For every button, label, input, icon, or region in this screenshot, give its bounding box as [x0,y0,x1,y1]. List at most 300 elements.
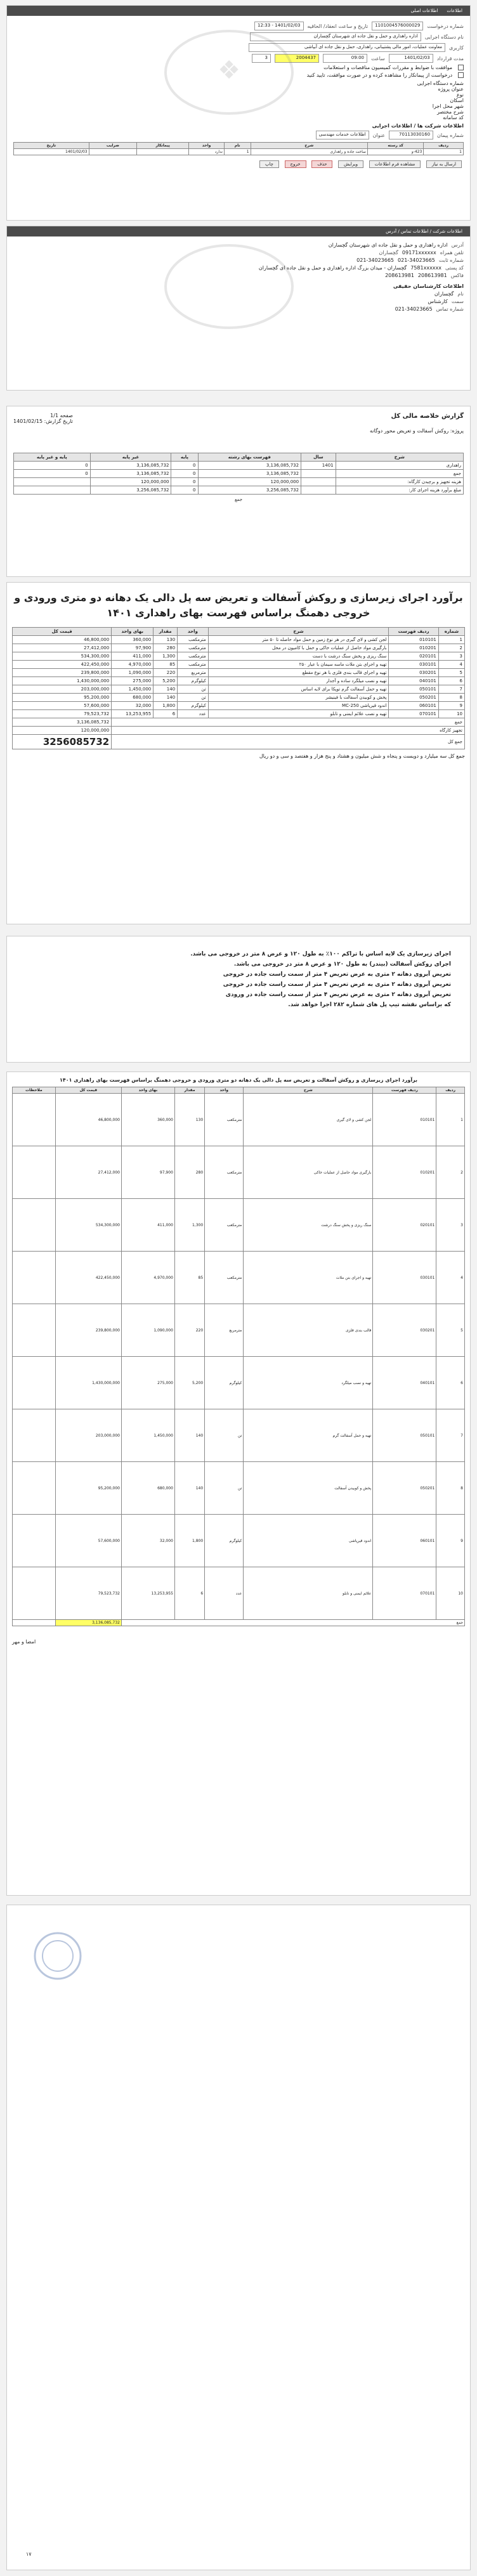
contract-date-label: تاریخ و ساعت انعقاد/ الحاقیه [307,23,369,29]
cell: 1401 [301,462,336,470]
amount-field[interactable]: 2004437 [275,54,319,63]
cell: 060101 [373,1515,436,1567]
cell: 1 [436,1094,465,1146]
cell: 1,090,000 [121,1304,174,1357]
page-label: صفحه [60,413,73,418]
exit-button[interactable]: خروج [285,160,306,168]
col-header: نام [224,143,251,149]
col-header: واحد [189,143,225,149]
spec-line: اجرای روکش آسفالت (بیندر) به طول ۱۲۰ و عرض ۸ متر در خروجی می باشد. [233,961,451,968]
mgr-label: سمت [451,299,464,304]
table-row [13,1252,465,1304]
table-row [13,694,465,702]
user-label: کاربری [448,44,464,51]
cell: ندارد [189,149,225,155]
cell: کیلوگرم [205,1515,244,1567]
cell: 2 [436,1146,465,1199]
cell: مترمکعب [178,644,209,652]
cell: بارگیری مواد حاصل از عملیات خاکی و حمل با کامیون در محل [208,644,389,652]
cell: 5,200 [174,1357,204,1409]
col-header: غیر پایه [90,453,171,462]
watermark-logo [159,239,299,334]
cell [137,149,189,155]
cell: 1 [438,636,464,644]
confirm-checkbox[interactable] [458,72,464,78]
cell: 95,200,000 [13,694,112,702]
cell [14,478,91,486]
form-tabs [7,6,470,16]
spec-line: اجرای زیرسازی یک لایه اساس با تراکم ۱۰۰٪ به طول ۱۲۰ و عرض ۸ متر در خروجی می باشد. [190,951,451,957]
cell: 010201 [373,1146,436,1199]
cell [13,1620,56,1626]
mgr-label: نام [457,291,464,297]
cell: مترمربع [178,669,209,677]
col-header: ردیف فهرست [373,1087,436,1094]
cell: پخش و کوبیدن آسفالت با فینیشر [208,694,389,702]
col-header: شماره [438,628,464,636]
table-row [13,1146,465,1199]
cell: 203,000,000 [13,685,112,694]
cell: 4,970,000 [121,1252,174,1304]
cell: 9 [438,702,464,710]
table-row [13,1462,465,1515]
cell: 360,000 [112,636,154,644]
page-value: 1/1 [50,413,59,418]
cell: 360,000 [121,1094,174,1146]
cell: 130 [174,1094,204,1146]
request-number-field[interactable]: 1101004576000029 [372,22,423,30]
cell: 070101 [373,1567,436,1620]
cell: 1,090,000 [112,669,154,677]
cell: 280 [154,644,178,652]
cell [301,470,336,478]
cell: 239,800,000 [55,1304,121,1357]
cell: قالب بندی فلزی [244,1304,373,1357]
cell [13,1515,56,1567]
edit-button[interactable]: ویرایش [338,160,363,168]
svg-text:❖: ❖ [218,56,240,85]
cell: 3,136,085,732 [90,470,171,478]
cell: کیلوگرم [205,1357,244,1409]
cell [13,1567,56,1620]
city-value: گچساران [379,250,398,256]
cell [13,1146,56,1199]
postal-value: 7581xxxxxx [410,265,441,271]
count-field[interactable]: 3 [252,54,271,63]
sum-row [13,718,465,727]
duration-field[interactable]: 1401/02/03 [389,54,433,63]
cell [13,1252,56,1304]
cell: 10 [436,1567,465,1620]
contract-code-field[interactable]: 70113030160 [389,131,433,139]
cell: مترمکعب [205,1094,244,1146]
cell [13,1409,56,1462]
table-row [13,644,465,652]
cell: 030201 [389,669,438,677]
col-header: شرح [251,143,367,149]
cell: 534,300,000 [13,652,112,661]
signature: امضا و مهر [12,1639,36,1645]
sum-value: 3,136,085,732 [13,718,112,727]
cell: تهیه و حمل آسفالت گرم توپکا برای لایه اساس [208,685,389,694]
duration-label: مدت قرارداد [436,55,464,61]
equip-label: تجهیز کارگاه [112,727,465,735]
cell: 97,900 [112,644,154,652]
cell: 1,430,000,000 [13,677,112,685]
cell: 8 [438,694,464,702]
col-header: ردیف [436,1087,465,1094]
address-label: آدرس [451,242,464,248]
spec-line: که براساس نقشه تیپ پل های شماره ۲۸۲ اجرا خواهد شد. [288,1002,451,1008]
equip-row [13,727,465,735]
cell: مبلغ برآورد هزینه اجرای کار: [336,486,463,495]
scanned-last-page [6,1905,471,2570]
col-header: بهای واحد [112,628,154,636]
request-number-label: شماره درخواست [427,23,464,29]
cell: 7 [436,1409,465,1462]
cell: 97,900 [121,1146,174,1199]
estimate-note: جمع کل سه میلیارد و دویست و پنجاه و شش میلیون و هشتاد و پنج هزار و هفتصد و سی و دو ریال [259,753,465,759]
mgr-label: شماره تماس [436,306,464,312]
cell: تهیه و اجرای بتن ملات ماسه سیمان با عیار ۲۵۰ [208,661,389,669]
cell: 3,256,085,732 [198,486,301,495]
cell: بارگیری مواد حاصل از عملیات خاکی [244,1146,373,1199]
cell [14,486,91,495]
cell: 1 [424,149,464,155]
cell: 030201 [373,1304,436,1357]
cell: 040101 [389,677,438,685]
col-header: شرح [244,1087,373,1094]
cell: تهیه و اجرای بتن ملات [244,1252,373,1304]
cell: هزینه تجهیز و برچیدن کارگاه: [336,478,463,486]
cell: مترمکعب [205,1199,244,1252]
cell: 95,200,000 [55,1462,121,1515]
stamp-icon [32,1931,83,1981]
col-header: پیمانکار [137,143,189,149]
table-row [13,1199,465,1252]
cell: سنگ ریزی و پخش سنگ درشت [244,1199,373,1252]
scan-footer-label: جمع [121,1620,464,1626]
time-field[interactable]: 09:00 [323,54,367,63]
cell: 7 [438,685,464,694]
cell: 140 [174,1462,204,1515]
cell: 85 [154,661,178,669]
cell [301,486,336,495]
user-field[interactable]: معاونت عملیات، امور مالی پشتیبانی، راهداری، حمل و نقل جاده ای آبپاشی [249,43,445,52]
sub-section-title: اطلاعات شرکت ها / اطلاعات اجرایی [372,123,464,129]
cell: 020101 [389,652,438,661]
info-row: اسکان [450,98,464,103]
estimate-body [13,636,465,718]
cell: راهداری [336,462,463,470]
cell: پخش و کوبیدن آسفالت [244,1462,373,1515]
col-header: تاریخ [14,143,89,149]
cell: 79,523,732 [13,710,112,718]
cell: 030101 [389,661,438,669]
cell: 0 [171,486,198,495]
cell: 422,450,000 [13,661,112,669]
fax-label: فاکس [450,273,464,278]
scan-table [12,1087,465,1626]
cell: اندود قیرپاشی [244,1515,373,1567]
cell: 0 [14,462,91,470]
cell: 57,600,000 [55,1515,121,1567]
cell: 1,430,000,000 [55,1357,121,1409]
cell: 57,600,000 [13,702,112,710]
cell: 010201 [389,644,438,652]
send-button[interactable]: ارسال به نیاز [426,160,462,168]
address-value: اداره راهداری و حمل و نقل جاده ای شهرستان گچساران [328,242,448,248]
cell: مترمکعب [178,661,209,669]
cell [13,1199,56,1252]
spec-line: تعریض آبروی دهانه ۲ متری به عرض تعریض ۴ متر از سمت راست جاده در خروجی [223,971,451,978]
cell: 32,000 [121,1515,174,1567]
cell: 680,000 [112,694,154,702]
cell: 050201 [373,1462,436,1515]
cell: 0 [14,470,91,478]
date-value: 1401/02/15 [13,418,43,424]
cell: 275,000 [112,677,154,685]
col-header: ردیف فهرست [389,628,438,636]
mobile-value: 09171xxxxxx [402,250,436,256]
cell: 4,970,000 [112,661,154,669]
cell: مترمکعب [205,1146,244,1199]
cell: علائم ایمنی و تابلو [244,1567,373,1620]
cell: 6 [174,1567,204,1620]
cell: تهیه و حمل آسفالت گرم [244,1409,373,1462]
cell: 422,450,000 [55,1252,121,1304]
contract-code-label: شماره پیمان [437,132,464,138]
cell: 140 [174,1409,204,1462]
cell: 13,253,955 [121,1567,174,1620]
cell: 220 [154,669,178,677]
agree-checkbox[interactable] [458,65,464,70]
cell: جمع [336,470,463,478]
cell: 1,800 [174,1515,204,1567]
table-row [13,702,465,710]
cell: 3,136,085,732 [198,462,301,470]
col-header: ملاحظات [13,1087,56,1094]
cell: مترمکعب [178,652,209,661]
cell: 1,300 [154,652,178,661]
cell: 275,000 [121,1357,174,1409]
cell: تهیه و نصب میلگرد ساده و آجدار [208,677,389,685]
cell: تن [205,1462,244,1515]
cell: 85 [174,1252,204,1304]
scan-title: برآورد اجرای زیرسازی و روکش آسفالت و تعریض سه پل دالی یک دهانه دو متری ورودی و خروجی دهمنگ براساس فهرست بهای راهداری ۱۴۰۱ [59,1077,418,1083]
col-header: پایه و غیر پایه [14,453,91,462]
col-header: بهای واحد [121,1087,174,1094]
cell: 1,300 [174,1199,204,1252]
cell: 27,412,000 [55,1146,121,1199]
table-row [14,470,464,478]
tab-main-info[interactable]: اطلاعات اصلی [410,8,438,13]
table-row [13,1094,465,1146]
estimate-title: برآورد اجرای زیرسازی و روکش آسفالت و تعریض سه پل دالی یک دهانه دو متری ورودی و خروجی دهمنگ براساس فهرست بهای راهداری ۱۴۰۱ [14,592,463,619]
cell: 0 [171,470,198,478]
manager-section-title: اطلاعات کارشناسان حقیقی [393,283,464,289]
info-row: شماره دستگاه اجرایی [417,81,464,86]
cell: 6 [154,710,178,718]
table-row [13,1357,465,1409]
cell: 5,200 [154,677,178,685]
contact-info-page [6,226,471,391]
info-row: نوع [456,92,464,98]
table-row [13,636,465,644]
spec-line: تعریض آبروی دهانه ۲ متری به عرض تعریض ۴ متر از سمت راست جاده در خروجی [223,981,451,988]
cell: 120,000,000 [198,478,301,486]
table-row [13,1409,465,1462]
cell: 020101 [373,1199,436,1252]
notice-text: موافقت با ضوابط و مقررات کمیسیون مناقصات و استعلامات [323,65,452,70]
cell: 10 [438,710,464,718]
cell: 4 [438,661,464,669]
cell: عدد [205,1567,244,1620]
col-header: واحد [205,1087,244,1094]
cell: تهیه و اجرای قالب بندی فلزی با هر نوع مقطع [208,669,389,677]
col-header: کد رسته [367,143,423,149]
tab-contact[interactable]: اطلاعات شرکت / اطلاعات تماس / آدرس [386,229,462,234]
cell: 3 [436,1199,465,1252]
mgr-value: گچساران [434,291,454,297]
fax-value: 208613981 [417,273,447,278]
cell: تن [205,1409,244,1462]
cell: 140 [154,694,178,702]
cell: ساخت جاده و راهداری [251,149,367,155]
view-form-button[interactable]: مشاهده فرم اطلاعات [369,160,421,168]
cell: 030101 [373,1252,436,1304]
cell [13,1357,56,1409]
scanned-estimate-page [6,1071,471,1896]
cell: 1 [224,149,251,155]
cell: لجن کشی و لای گیری [244,1094,373,1146]
cell: 1401/02/03 [14,149,89,155]
table-row [14,462,464,470]
cell: 040101 [373,1357,436,1409]
cell: 680,000 [121,1462,174,1515]
cell: 140 [154,685,178,694]
table-row[interactable] [14,149,464,155]
cell: 050201 [389,694,438,702]
fax-value-2: 208613981 [385,273,414,278]
spec-lines [26,949,451,1010]
info-row: شرح مختصر [436,109,464,115]
cell [13,1462,56,1515]
col-header: قیمت کل [13,628,112,636]
col-header: سال [301,453,336,462]
sum-label: جمع [112,718,465,727]
cell: 280 [174,1146,204,1199]
project-label: پروژه: [450,428,464,434]
cell: مترمکعب [205,1252,244,1304]
cell [301,478,336,486]
cell: 3,136,085,732 [90,462,171,470]
info-row: عنوان پروژه [438,86,464,92]
grand-label: جمع کل [112,735,465,749]
col-header: مقدار [154,628,178,636]
cell: 5 [438,669,464,677]
cell: کیلوگرم [178,677,209,685]
table-row [13,1515,465,1567]
report-title: گزارش خلاصه مالی کل [391,413,464,420]
cell: تهیه و نصب میلگرد [244,1357,373,1409]
cell: 070101 [389,710,438,718]
cell: 46,800,000 [13,636,112,644]
phone-value: 021-34023665 [398,257,435,263]
equip-value: 120,000,000 [13,727,112,735]
cell: 534,300,000 [55,1199,121,1252]
cell [13,1304,56,1357]
table-row [13,1567,465,1620]
cell: 423-و [367,149,423,155]
cell: کیلوگرم [178,702,209,710]
mgr-value: کارشناس [428,299,448,304]
date-label: تاریخ گزارش: [44,418,73,424]
items-table [13,142,464,155]
cell: 010101 [389,636,438,644]
cell: 1,450,000 [112,685,154,694]
table-row [13,677,465,685]
print-button[interactable]: چاپ [259,160,279,168]
col-header: شرح [208,628,389,636]
watermark-logo [159,25,299,120]
report-meta [13,413,73,424]
cell: 0 [171,478,198,486]
office-value: گچساران - میدان بزرگ اداره راهداری و حمل و نقل جاده ای گچساران [258,265,407,271]
cell: 239,800,000 [13,669,112,677]
financial-summary-page [6,406,471,577]
cell: 4 [436,1252,465,1304]
grand-row [13,735,465,749]
time-label: ساعت [370,55,385,61]
name-field[interactable]: اطلاعات خدمات مهندسی [316,131,369,139]
cell: 6 [438,677,464,685]
cell: 46,800,000 [55,1094,121,1146]
cell: تهیه و نصب علائم ایمنی و تابلو [208,710,389,718]
cell: 203,000,000 [55,1409,121,1462]
info-row: شهر محل اجرا [432,103,464,109]
scan-footer-row [13,1620,465,1626]
table-row [13,710,465,718]
table-row [13,1304,465,1357]
col-header: ضرایب [89,143,136,149]
col-header: واحد [178,628,209,636]
tab-info[interactable]: اطلاعات [447,8,462,13]
cell: 010101 [373,1094,436,1146]
delete-button[interactable]: حذف [311,160,332,168]
cell: 3,256,085,732 [90,486,171,495]
col-header: شرح [336,453,463,462]
cell: 411,000 [121,1199,174,1252]
estimate-table [12,627,465,749]
table-row [13,661,465,669]
cell: 1,800 [154,702,178,710]
contract-date-field[interactable]: 1401/02/03 - 12:33 [254,22,304,30]
mgr-value: 021-34023665 [395,306,433,312]
cell: 050101 [389,685,438,694]
scan-footer-value: 3,136,085,732 [55,1620,121,1626]
col-header: مقدار [174,1087,204,1094]
col-header: فهرست بهای رشته [198,453,301,462]
notice-text-2: درخواست از پیمانکار را مشاهده کرده و در صورت موافقت، تایید کنید [306,72,452,78]
cell: 32,000 [112,702,154,710]
cell: مترمکعب [178,636,209,644]
contact-tabs [7,226,470,236]
postal-label: کد پستی [445,265,464,271]
cell: 060101 [389,702,438,710]
cell: 3 [438,652,464,661]
agency-field[interactable]: اداره راهداری و حمل و نقل جاده ای شهرستان گچساران [250,32,421,41]
